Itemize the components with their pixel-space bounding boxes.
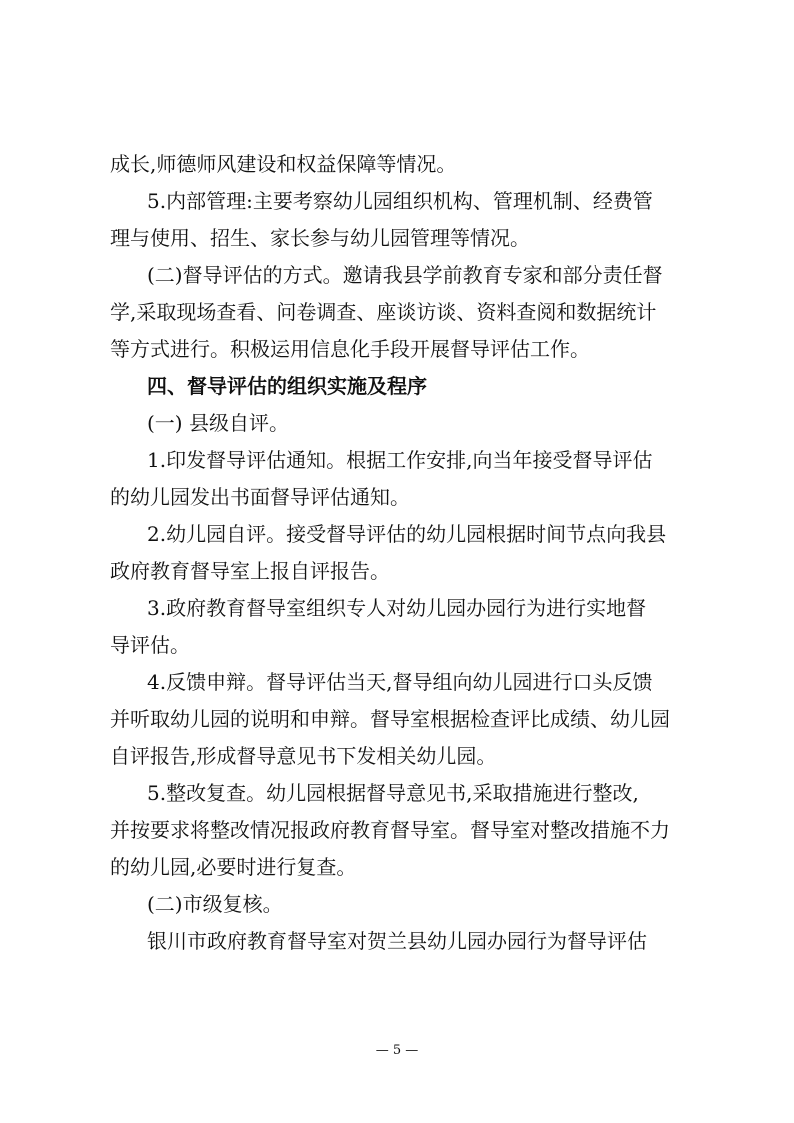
text-line: 2.幼儿园自评。接受督导评估的幼儿园根据时间节点向我县: [147, 522, 667, 546]
text-line: 并按要求将整改情况报政府教育督导室。督导室对整改措施不力: [110, 818, 670, 842]
page-number: — 5 —: [375, 1043, 419, 1058]
text-line: 4.反馈申辩。督导评估当天,督导组向幼儿园进行口头反馈: [147, 670, 653, 694]
text-line: 的幼儿园,必要时进行复查。: [110, 855, 357, 879]
text-line: 1.印发督导评估通知。根据工作安排,向当年接受督导评估: [147, 448, 653, 472]
section-heading: 四、督导评估的组织实施及程序: [147, 374, 427, 398]
subsection-heading: (二)市级复核。: [147, 892, 283, 916]
text-line: 成长,师德师风建设和权益保障等情况。: [110, 152, 457, 176]
text-line: 政府教育督导室上报自评报告。: [110, 559, 390, 583]
text-line: 银川市政府教育督导室对贺兰县幼儿园办园行为督导评估: [147, 929, 647, 953]
text-line: (二)督导评估的方式。邀请我县学前教育专家和部分责任督: [147, 263, 663, 287]
text-line: 5.内部管理:主要考察幼儿园组织机构、管理机制、经费管: [147, 189, 653, 213]
text-line: 3.政府教育督导室组织专人对幼儿园办园行为进行实地督: [147, 596, 647, 620]
text-line: 学,采取现场查看、问卷调查、座谈访谈、资料查阅和数据统计: [110, 300, 657, 324]
text-line: 自评报告,形成督导意见书下发相关幼儿园。: [110, 744, 497, 768]
text-line: 并听取幼儿园的说明和申辩。督导室根据检查评比成绩、幼儿园: [110, 707, 670, 731]
text-line: 5.整改复查。幼儿园根据督导意见书,采取措施进行整改,: [147, 781, 639, 805]
text-line: 理与使用、招生、家长参与幼儿园管理等情况。: [110, 226, 530, 250]
text-line: 导评估。: [110, 633, 190, 657]
text-line: 的幼儿园发出书面督导评估通知。: [110, 485, 410, 509]
text-line: 等方式进行。积极运用信息化手段开展督导评估工作。: [110, 337, 590, 361]
subsection-heading: (一) 县级自评。: [147, 411, 289, 435]
